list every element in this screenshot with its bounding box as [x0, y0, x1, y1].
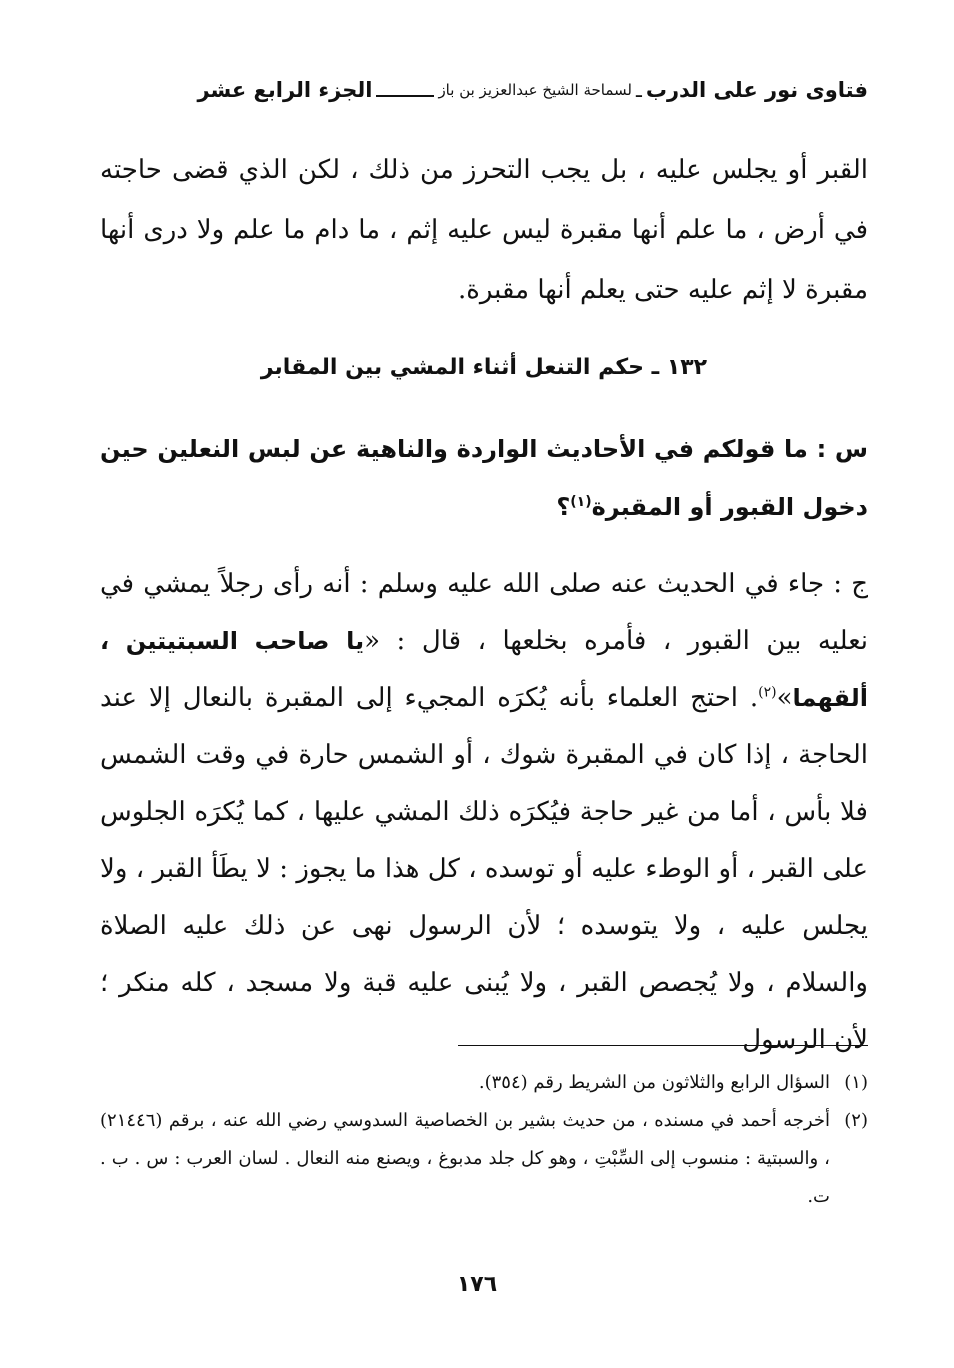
book-title: فتاوى نور على الدرب [645, 78, 868, 102]
footnote-1 [100, 1064, 868, 1102]
hadith-quote: يا صاحب السبتيتين ، ألقهما [100, 627, 868, 712]
answer-part-1: ج : جاء في الحديث عنه صلى الله عليه وسلم : أنه رأى رجلاً يمشي في نعليه بين القبور ، فأمره بخلعها ، قال : « [100, 569, 868, 656]
author-name: لسماحة الشيخ عبدالعزيز بن باز [438, 81, 632, 99]
footnote-ref-2[interactable]: (٢) [758, 684, 777, 701]
answer-part-2: » [776, 683, 793, 713]
question-paragraph [100, 420, 868, 536]
question-mark: ؟ [556, 493, 571, 521]
header-separator: ـ [635, 78, 642, 102]
answer-part-3: . احتج العلماء بأنه يُكرَه المجيء إلى المقبرة بالنعال إلا عند الحاجة ، إذا كان في المقبرة شوك ، أو الشمس حارة في وقت الشمس فلا بأس ، أما من غير حاجة فيُكرَه ذلك المشي عليها ، كما يُكرَه الجلوس على القبر ، أو الوطء عليه أو توسده ، كل هذا ما يجوز : لا يطَأ القبر ، ولا يجلس عليه ، ولا يتوسده ؛ لأن الرسول نهى عن ذلك عليه الصلاة والسلام ، ولا يُجصص القبر ، ولا يُبنى عليه قبة ولا مسجد ، كله منكر ؛ لأن الرسول [100, 683, 868, 1055]
footnotes [100, 1064, 868, 1216]
footnote-divider [458, 1045, 868, 1046]
intro-paragraph: القبر أو يجلس عليه ، بل يجب التحرز من ذلك ، لكن الذي قضى حاجته في أرض ، ما علم أنها مقبرة ليس عليه إثم ، ما دام ما علم ولا درى أنها مقبرة لا إثم عليه حتى يعلم أنها مقبرة. [100, 155, 868, 305]
footnote-2 [100, 1102, 868, 1216]
footnote-text: السؤال الرابع والثلاثون من الشريط رقم (٣٥٤). [478, 1072, 830, 1093]
section-heading: ١٣٢ ـ حكم التنعل أثناء المشي بين المقابر [260, 355, 708, 380]
header-rule [376, 95, 434, 97]
footnote-ref-1[interactable]: (١) [570, 494, 592, 510]
running-header [100, 72, 868, 108]
question-text: س : ما قولكم في الأحاديث الواردة والناهية عن لبس النعلين حين دخول القبور أو المقبرة [100, 435, 868, 521]
footnote-text: أخرجه أحمد في مسنده ، من حديث بشير بن الخصاصية السدوسي رضي الله عنه ، برقم (٢١٤٤٦) ، والسبتية : منسوب إلى السِّبْتِ ، وهو كل جلد مدبوغ ، ويصنع منه النعال . لسان العرب : س . ب . ت. [100, 1110, 830, 1207]
footnote-number: (١) [844, 1072, 868, 1093]
volume-part: الجزء الرابع عشر [197, 78, 373, 102]
answer-paragraph [100, 556, 868, 1069]
page-number: ١٧٦ [456, 1272, 498, 1297]
footnote-number: (٢) [844, 1110, 868, 1131]
